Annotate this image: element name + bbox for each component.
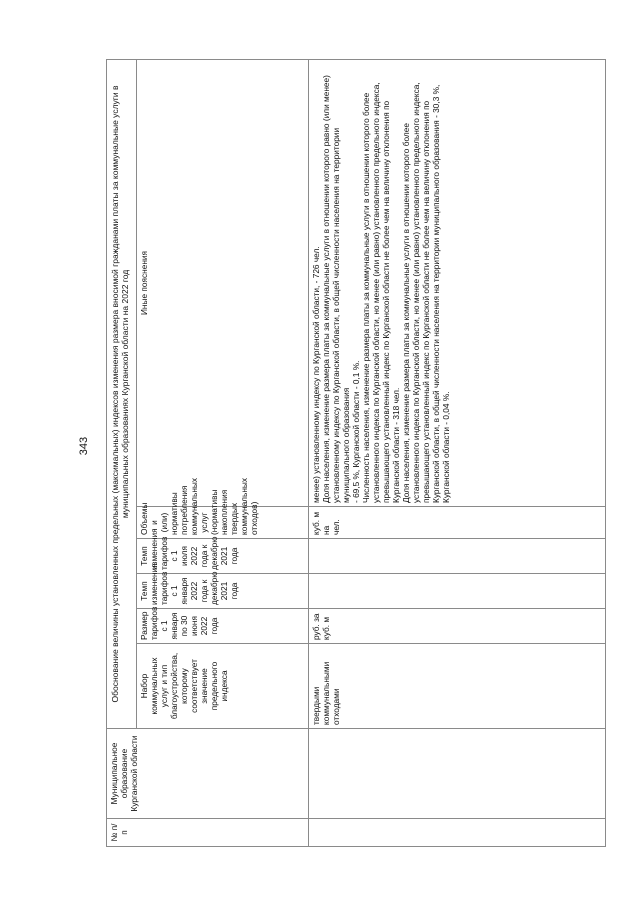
rotated-table-area: [106, 60, 606, 847]
cell-tariff-size: руб. за куб. м: [309, 609, 606, 644]
header-municipality: Муниципальное образование Курганской области: [107, 729, 309, 819]
rotated-table-frame: [106, 60, 606, 847]
cell-tariff-change-jan: [309, 574, 606, 609]
cell-tariff-change-jul: [309, 539, 606, 574]
cell-municipality: [309, 729, 606, 819]
cell-volumes: куб. м на чел.: [309, 507, 606, 539]
table-title: Обоснование величины установленных предельных (максимальных) индексов изменения размера вносимой гражданами платы за коммунальные услуги в муниципальных образованиях Курганской области на 2022 год: [107, 59, 137, 728]
cell-services: твердыми коммунальными отходами: [309, 644, 606, 729]
header-number: № п/п: [107, 819, 309, 847]
header-tariff-change-jul: Темп изменения тарифов с 1 июля 2022 года к декабрю 2021 года: [137, 539, 309, 574]
header-notes: Иные пояснения: [137, 59, 309, 506]
cell-number: [309, 819, 606, 847]
cell-notes: менее) установленному индексу по Курганской области, - 726 чел. Доля населения, изменение размера платы за коммунальные услуги в отношении которого равно (или менее) установленному индексу по Курганской области, в общей численности населения на территории муниципального образования - 69,5 %, Курганской области - 0,1 %. Численность населения, изменение размера платы за коммунальные услуги в отношении которого более установленного индекса по Курганской области, но менее (или равно) установленного предельного индекса, превышающего установленный индекс по Курганской области не более чем на величину отклонения по Курганской области - 318 чел. Доля населения, изменение размера платы за коммунальные услуги в отношении которого более установленного индекса по Курганской области, но менее (или равно) установленного предельного индекса, превышающего установленный индекс по Курганской области не более чем на величину отклонения по Курганской области, в общей численности населения на территории муниципального образования - 30,3 %, Курганской области - 0,04 %.: [309, 59, 606, 506]
header-tariff-size: Размер тарифов с 1 января по 30 июня 2022 года: [137, 609, 309, 644]
header-volumes: Объемы и (или) нормативы потребления коммунальных услуг (нормативы накопления твердых коммунальных отходов): [137, 507, 309, 539]
header-services: Набор коммунальных услуг и тип благоустройства, которому соответствует значение предельного индекса: [137, 644, 309, 729]
header-tariff-change-jan: Темп изменения тарифов с 1 января 2022 года к декабрю 2021 года: [137, 574, 309, 609]
index-justification-table: [106, 59, 606, 847]
page-number: 343: [78, 436, 90, 456]
